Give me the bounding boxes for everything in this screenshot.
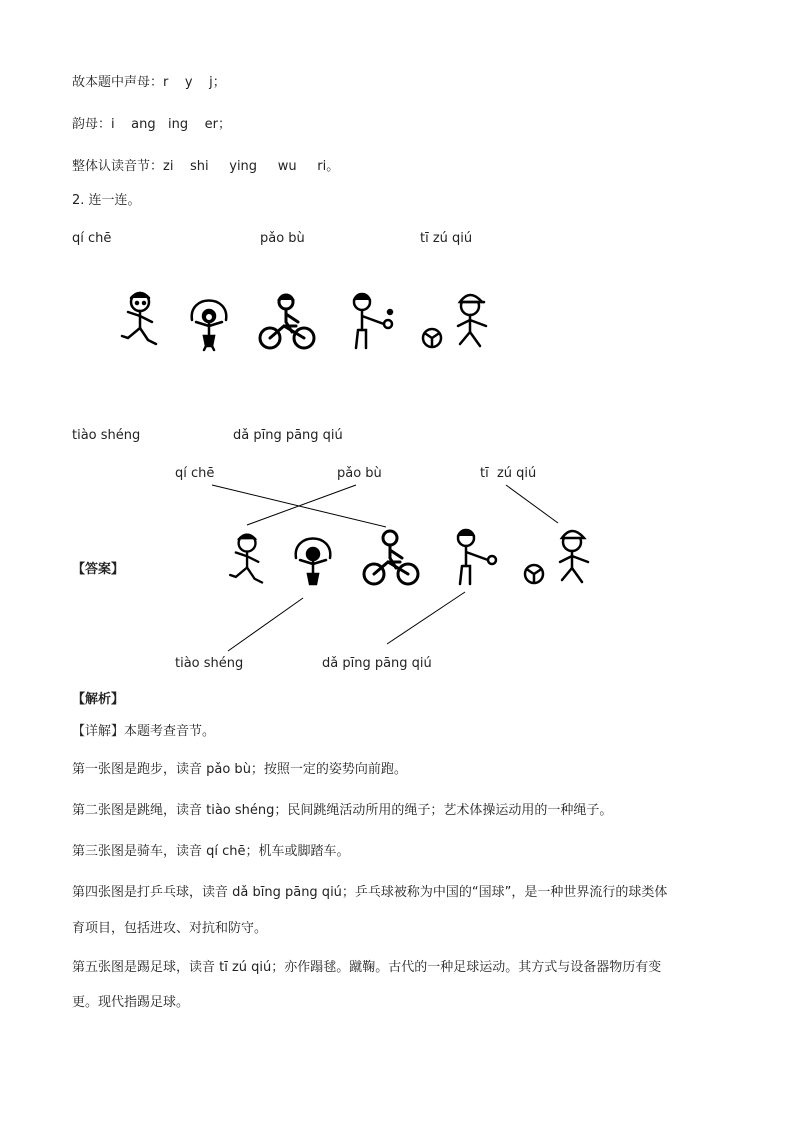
analysis-line-2: 第二张图是跳绳，读音 tiào shéng；民间跳绳活动所用的绳子；艺术体操运动用的一种绳子。: [72, 803, 613, 818]
line-tizuqiu-to-soccer: [506, 485, 558, 523]
a-label-paobu: pǎo bù: [337, 466, 382, 481]
whole-syllables-line: 整体认读音节：zi shi ying wu ri。: [72, 159, 340, 174]
analysis-line-1: 第一张图是跑步，读音 pǎo bù；按照一定的姿势向前跑。: [72, 762, 407, 777]
answer-jump-rope-kid-image: [288, 528, 338, 590]
analysis-line-7: 更。现代指踢足球。: [72, 995, 190, 1010]
analysis-line-3: 第三张图是骑车，读音 qí chē；机车或脚踏车。: [72, 844, 350, 859]
question-title: 2. 连一连。: [72, 193, 141, 208]
finals-line: 韵母：i ang ing er；: [72, 117, 231, 132]
answer-running-kid-image: [225, 530, 271, 590]
answer-tag: 【答案】: [72, 562, 125, 577]
line-pingpong-to-dapingpangqiu: [387, 592, 465, 644]
q-label-tiaosheng: tiào shéng: [72, 428, 141, 443]
analysis-tag: 【解析】: [72, 692, 125, 707]
line-paobu-to-running: [247, 485, 356, 525]
line-jumprope-to-tiaosheng: [228, 598, 303, 651]
a-label-tiaosheng: tiào shéng: [175, 656, 244, 671]
analysis-detail: 【详解】本题考查音节。: [72, 724, 216, 739]
answer-soccer-kid-image: [522, 526, 604, 588]
answer-cycling-kid-image: [360, 528, 422, 588]
analysis-line-5: 育项目，包括进攻、对抗和防守。: [72, 921, 268, 936]
answer-ping-pong-kid-image: [452, 528, 504, 588]
analysis-line-6: 第五张图是踢足球，读音 tī zú qiú；亦作蹋毬。蹴鞠。古代的一种足球运动。其方式与设备器物历有变: [72, 960, 662, 975]
a-label-qiche: qí chē: [175, 466, 215, 481]
a-label-dapingpangqiu: dǎ pīng pāng qiú: [322, 656, 432, 671]
q-label-tizuqiu: tī zú qiú: [420, 231, 473, 246]
q-label-paobu: pǎo bù: [260, 231, 305, 246]
initials-line: 故本题中声母：r y j；: [72, 75, 226, 90]
q-label-qiche: qí chē: [72, 231, 112, 246]
q-label-dapingpangqiu: dǎ pīng pāng qiú: [233, 428, 343, 443]
analysis-line-4: 第四张图是打乒乓球，读音 dǎ bīng pāng qiú；乒乓球被称为中国的“国球”，是一种世界流行的球类体: [72, 885, 668, 900]
a-label-tizuqiu: tī zú qiú: [480, 466, 537, 481]
